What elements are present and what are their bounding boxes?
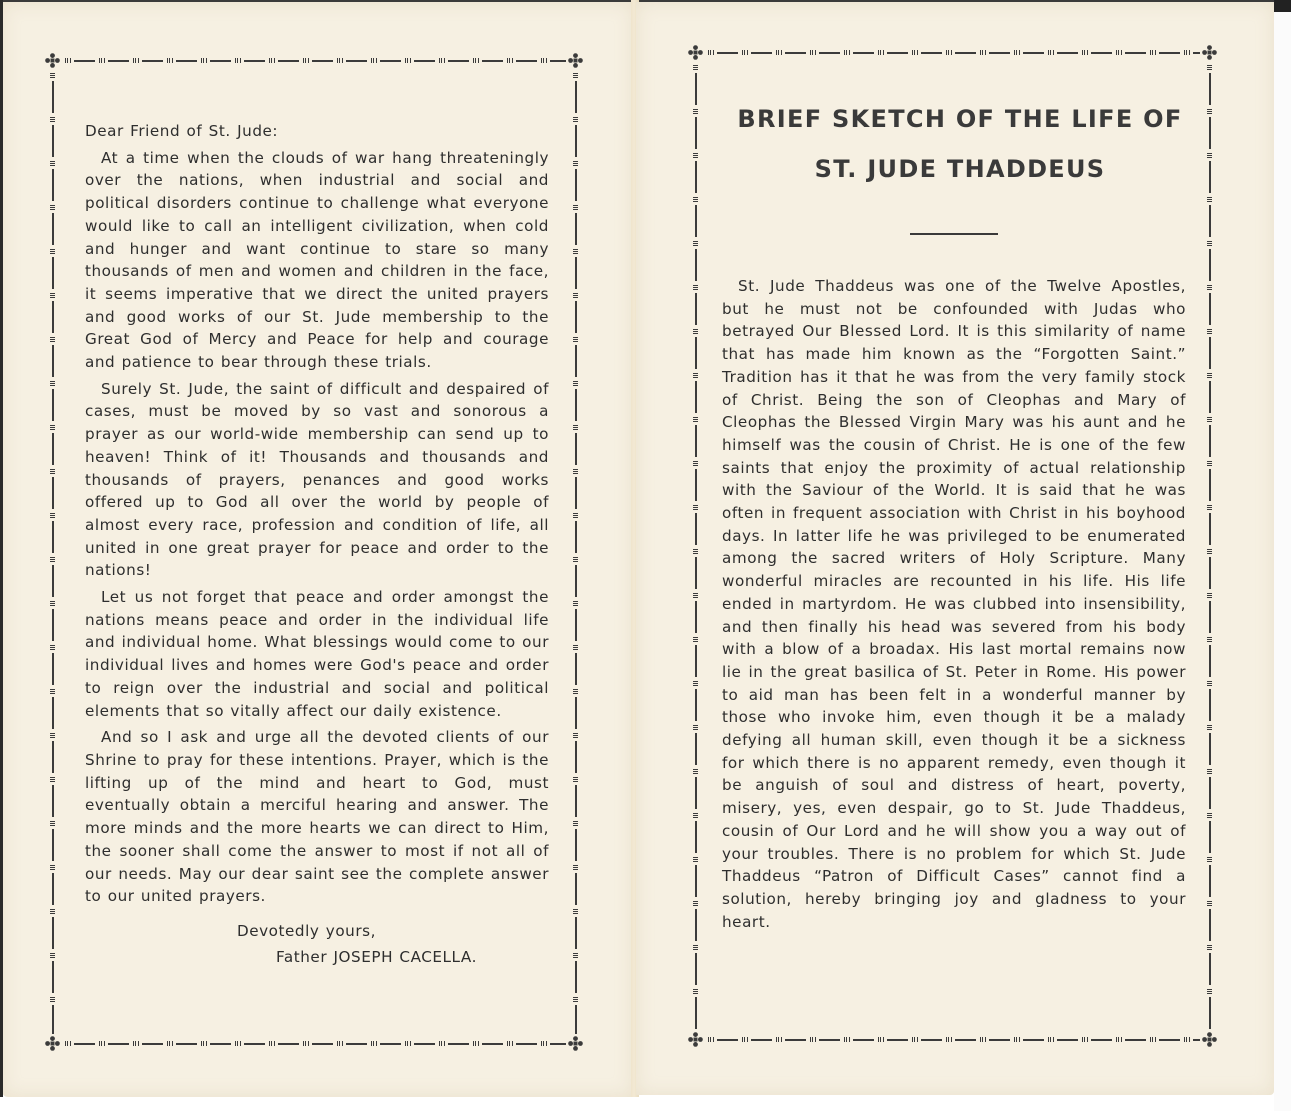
border-left	[50, 70, 55, 1034]
closing-phrase: Devotedly yours,	[237, 921, 376, 940]
border-left	[693, 62, 698, 1030]
letter-body	[85, 120, 549, 968]
border-bottom	[705, 1037, 1200, 1042]
cross-fleury-icon	[1202, 1032, 1217, 1047]
cross-fleury-icon	[45, 1036, 60, 1051]
title-divider-rule	[910, 233, 998, 235]
letter-paragraph-2: Surely St. Jude, the saint of difficult and despaired of cases, must be moved by so vast and sonorous a prayer as our world-wide membership can send up to heaven! Think of it! Thousands and thousands and thousands of prayers, penances and good works offered up to God all over the world by people of almost every race, profession and condition of life, all united in one great prayer for peace and order to the nations!	[85, 379, 549, 580]
border-right	[1207, 62, 1212, 1030]
cross-fleury-icon	[45, 53, 60, 68]
cross-fleury-icon	[568, 1036, 583, 1051]
scan-right-margin	[1274, 0, 1291, 1111]
scan-left-edge	[0, 0, 3, 1097]
letter-closing	[85, 920, 549, 968]
title-line-1: BRIEF SKETCH OF THE LIFE OF	[737, 105, 1183, 133]
signature: Father JOSEPH CACELLA.	[276, 947, 477, 966]
cross-fleury-icon	[1202, 45, 1217, 60]
cross-fleury-icon	[568, 53, 583, 68]
letter-paragraph-4: And so I ask and urge all the devoted clients of our Shrine to pray for these intentions. Prayer, which is the lifting up of the mind and heart to God, must eventually obtain a merciful hearing and answer. The more minds and the more hearts we can direct to Him, the sooner shall come the answer to most if not all of our needs. May our dear saint see the complete answer to our united prayers.	[85, 728, 549, 906]
border-top	[705, 50, 1200, 55]
title-line-2: ST. JUDE THADDEUS	[814, 155, 1106, 183]
cross-fleury-icon	[688, 45, 703, 60]
border-right	[573, 70, 578, 1034]
border-bottom	[62, 1041, 566, 1046]
letter-paragraph-1: At a time when the clouds of war hang threateningly over the nations, when industrial and social and political disorders continue to challenge what everyone would like to call an intelligent civilization, when cold and hunger and want continue to stare so many thousands of men and women and children in the face, it seems imperative that we direct the united prayers and good works of our St. Jude membership to the Great God of Mercy and Peace for help and courage and patience to bear through these trials.	[85, 148, 549, 372]
salutation: Dear Friend of St. Jude:	[85, 122, 279, 140]
letter-paragraph-3: Let us not forget that peace and order amongst the nations means peace and order in the individual life and individual home. What blessings would come to our individual lives and homes were God's peace and order to reign over the industrial and social and political elements that so vitally affect our daily existence.	[85, 588, 549, 720]
biography-paragraph: St. Jude Thaddeus was one of the Twelve Apostles, but he must not be confounded with Judas who betrayed Our Blessed Lord. It is this similarity of name that has made him known as the “Forgotten Saint.” Tradition has it that he was from the very family stock of Christ. Being the son of Cleophas and Mary of Cleophas the Blessed Virgin Mary was his aunt and he himself was the cousin of Christ. He is one of the few saints that enjoy the proximity of actual relationship with the Saviour of the World. It is said that he was often in frequent association with Christ in his boyhood days. In latter life he was privileged to be enumerated among the sacred writers of Holy Scripture. Many wonderful miracles are recounted in his life. His life ended in martyrdom. He was clubbed into insensibility, and then finally his head was severed from his body with a blow of a broadax. His last mortal remains now lie in the great basilica of St. Peter in Rome. His power to aid man has been felt in a wonderful manner by those who invoke him, even though it be a malady defying all human skill, even though it be a sickness for which there is no apparent remedy, even though it be anguish of soul and distress of heart, poverty, misery, yes, even despair, go to St. Jude Thaddeus, cousin of Our Lord and he will show you a way out of your troubles. There is no problem for which St. Jude Thaddeus “Patron of Difficult Cases” cannot find a solution, hereby bringing joy and gladness to your heart.	[722, 277, 1186, 931]
biography-body	[722, 275, 1186, 937]
cross-fleury-icon	[688, 1032, 703, 1047]
border-top	[62, 58, 566, 63]
